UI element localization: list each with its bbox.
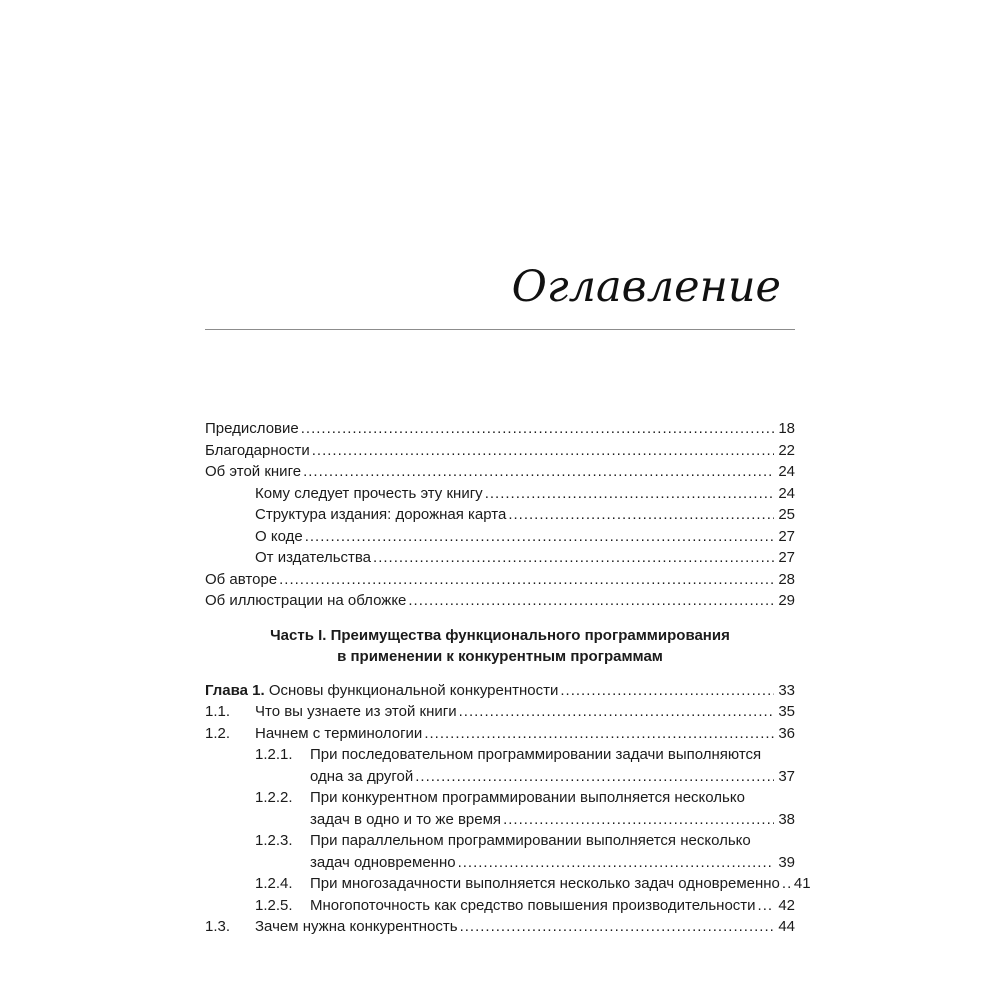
toc-entry-number: 1.2.5. [255, 896, 293, 914]
dot-leader [371, 547, 774, 569]
dot-leader [413, 766, 774, 788]
toc-entry-label: Об этой книге [205, 463, 302, 480]
dot-leader [780, 873, 790, 895]
toc-entry-label: Об иллюстрации на обложке [205, 592, 407, 609]
toc-entry-label: Многопоточность как средство повышения производительности [310, 896, 756, 914]
toc-entry-page: 36 [778, 724, 795, 742]
toc-entry-label: задач одновременно [310, 853, 456, 871]
dot-leader [506, 504, 774, 526]
toc-entry-page: 24 [778, 463, 795, 480]
toc-entry [205, 787, 795, 809]
toc-entry-number: 1.3. [205, 918, 231, 935]
toc-entry-label: задач в одно и то же время [310, 810, 502, 828]
toc-entry-page: 18 [778, 420, 795, 437]
dot-leader [458, 916, 775, 938]
toc-entry-page: 27 [778, 549, 795, 566]
toc-entry [205, 873, 811, 895]
toc-entry-number: 1.2.2. [255, 789, 293, 806]
toc-entry-label: При параллельном программировании выполняется несколько [310, 832, 751, 849]
toc-entry-number: 1.2.4. [255, 875, 293, 892]
toc-entry [205, 744, 795, 766]
toc-entry-page: 24 [778, 484, 795, 502]
toc-entry [205, 483, 795, 505]
toc-entry-label: Кому следует прочесть эту книгу [255, 484, 483, 502]
chapter-number: Глава 1. [205, 681, 265, 699]
toc-entry [205, 590, 795, 612]
dot-leader [457, 701, 775, 723]
dot-leader [406, 590, 774, 612]
toc-entry-number: 1.1. [205, 703, 231, 720]
toc-entry-label: одна за другой [310, 767, 414, 785]
toc-entry-number: 1.2.1. [255, 746, 293, 763]
toc-entry [205, 569, 795, 591]
toc-entry-continuation [205, 852, 795, 874]
toc-entry-page: 42 [778, 896, 795, 914]
chapter-list [205, 680, 811, 938]
dot-leader [277, 569, 774, 591]
page-content [205, 0, 811, 938]
toc-entry-page: 33 [778, 681, 795, 699]
toc-entry-page: 35 [778, 703, 795, 720]
dot-leader [456, 852, 775, 874]
toc-entry-label: Что вы узнаете из этой книги [255, 703, 457, 720]
dot-leader [310, 440, 775, 462]
toc-entry-label: Зачем нужна конкурентность [255, 918, 458, 935]
dot-leader [301, 461, 774, 483]
toc-entry [205, 895, 795, 917]
part-heading-line1: Часть I. Преимущества функционального программирования [270, 626, 730, 644]
toc-entry-page: 28 [778, 570, 795, 588]
dot-leader [422, 723, 774, 745]
toc-entry [205, 526, 795, 548]
toc-entry [205, 504, 795, 526]
toc-entry-page: 22 [778, 441, 795, 459]
toc-entry-continuation [205, 809, 795, 831]
dot-leader [756, 895, 775, 917]
toc-entry [205, 916, 795, 938]
toc-entry [205, 440, 795, 462]
toc-entry-label: Благодарности [205, 441, 310, 459]
dot-leader [483, 483, 775, 505]
toc-entry-label: Начнем с терминологии [255, 724, 423, 742]
toc-entry-page: 29 [778, 592, 795, 609]
dot-leader [501, 809, 774, 831]
toc-entry [205, 723, 795, 745]
toc-entry [205, 830, 795, 852]
toc-entry-page: 39 [778, 853, 795, 871]
toc-entry-page: 41 [793, 875, 811, 892]
toc-entry-label: При многозадачности выполняется несколько задач одновременно [310, 875, 780, 892]
chapter-title [205, 680, 558, 702]
toc-entry [205, 461, 795, 483]
part-heading [205, 625, 795, 668]
toc-entry-page: 27 [778, 527, 795, 545]
toc-entry [205, 547, 795, 569]
toc-entry-label: От издательства [255, 549, 372, 566]
dot-leader [303, 526, 775, 548]
toc-entry-label: О коде [255, 527, 303, 545]
toc-entry-number: 1.2. [205, 724, 231, 742]
toc-entry-page: 25 [778, 506, 795, 523]
toc-entry-page: 37 [778, 767, 795, 785]
toc-entry-label: Об авторе [205, 570, 278, 588]
chapter-label: Основы функциональной конкурентности [268, 681, 559, 699]
toc-entry-label: Предисловие [205, 420, 299, 437]
toc-entry-label: При последовательном программировании задачи выполняются [310, 746, 762, 763]
front-matter-list [205, 418, 795, 612]
page-title: Оглавление [511, 262, 781, 312]
dot-leader [299, 418, 775, 440]
toc-entry-label: При конкурентном программировании выполняется несколько [310, 789, 745, 806]
toc-entry-page: 38 [778, 810, 795, 828]
dot-leader [558, 680, 774, 702]
toc-entry-chapter [205, 680, 795, 702]
toc-entry [205, 418, 795, 440]
toc-entry-label: Структура издания: дорожная карта [255, 506, 507, 523]
title-rule [205, 329, 795, 330]
toc-entry-continuation [205, 766, 795, 788]
toc-entry-page: 44 [778, 918, 795, 935]
toc-entry-number: 1.2.3. [255, 832, 293, 849]
toc-entry [205, 701, 795, 723]
part-heading-line2: в применении к конкурентным программам [337, 648, 663, 665]
